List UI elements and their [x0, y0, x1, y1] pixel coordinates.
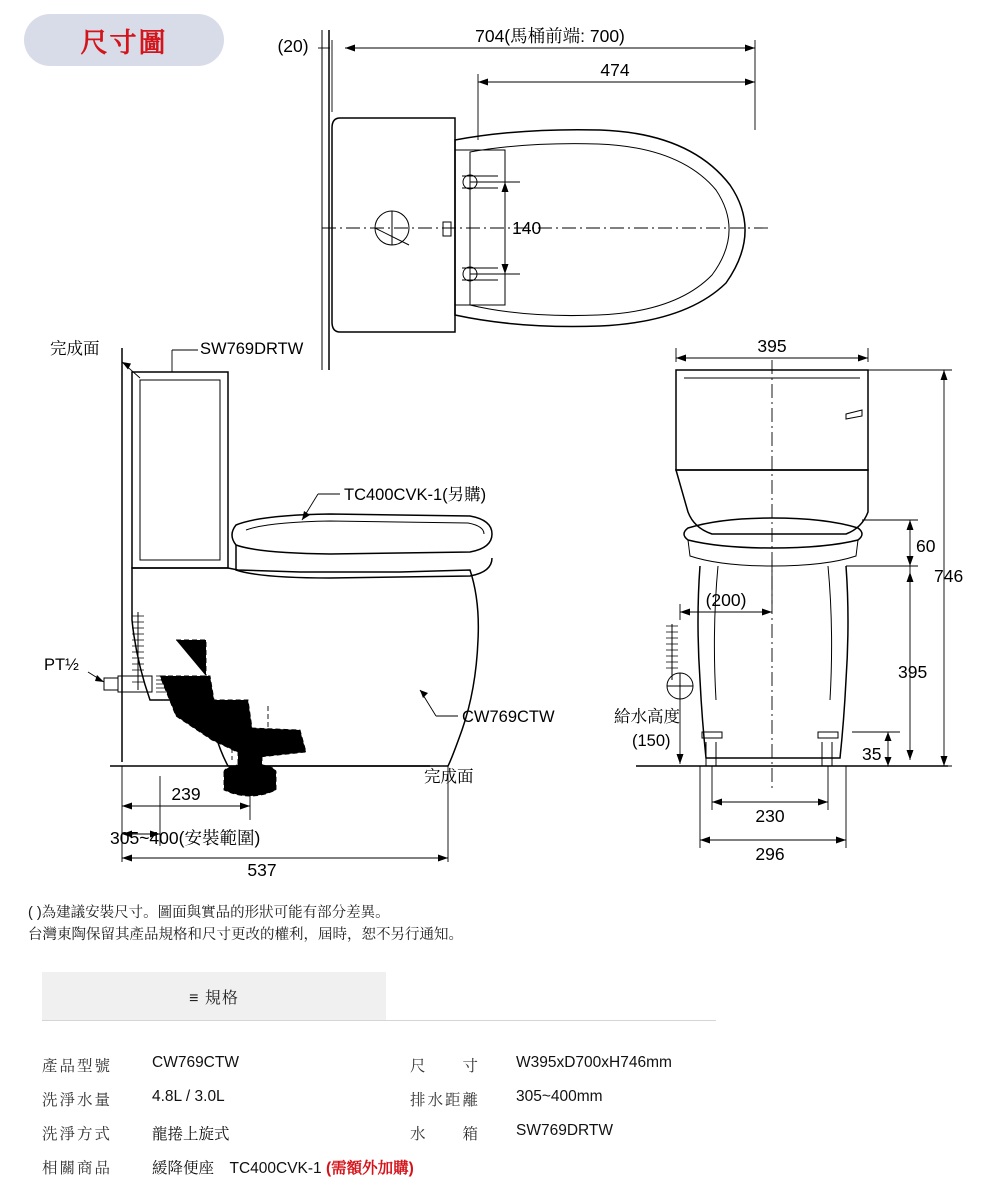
label-finish-face-left: 完成面: [50, 340, 100, 358]
spec-table: [42, 1048, 782, 1184]
dim-200: (200): [705, 590, 747, 610]
label-seat-model: TC400CVK-1(另購): [344, 486, 487, 504]
label-pt-half: PT½: [44, 656, 79, 674]
spec-label-size: 尺 寸: [410, 1058, 481, 1075]
spec-value-size: W395xD700xH746mm: [516, 1054, 672, 1071]
label-supply-height-value: (150): [632, 732, 671, 750]
label-bowl-model: CW769CTW: [462, 708, 555, 726]
spec-value-model: CW769CTW: [152, 1054, 239, 1071]
spec-label-flush-type: 洗淨方式: [42, 1126, 113, 1143]
spec-label-rough-in: 排水距離: [410, 1092, 481, 1109]
spec-value-rough-in: 305~400mm: [516, 1088, 603, 1105]
spec-label-model: 產品型號: [42, 1058, 113, 1075]
dim-395-top: 395: [757, 336, 787, 356]
dim-704: 704(馬桶前端: 700): [475, 26, 625, 46]
spec-value-related-note: (需額外加購): [326, 1160, 414, 1177]
spec-divider: [42, 1020, 716, 1021]
table-row: [42, 1082, 782, 1116]
dim-296: 296: [755, 844, 785, 864]
note-line-1: ( )為建議安裝尺寸。圖面與實品的形狀可能有部分差異。: [28, 905, 390, 921]
spec-label-related: 相關商品: [42, 1160, 113, 1177]
dim-746: 746: [934, 566, 964, 586]
table-row: [42, 1048, 782, 1082]
spec-section-tab[interactable]: [42, 972, 386, 1020]
spec-value-related-text: 緩降便座 TC400CVK-1: [152, 1160, 322, 1177]
spec-value-water-volume: 4.8L / 3.0L: [152, 1088, 225, 1105]
dim-239: 239: [171, 784, 201, 804]
table-row: [42, 1116, 782, 1150]
note-line-2: 台灣東陶保留其產品規格和尺寸更改的權利，屆時，恕不另行通知。: [28, 927, 463, 944]
label-finish-face-bottom: 完成面: [424, 768, 474, 786]
drawing-notes: [28, 902, 728, 947]
dim-140: 140: [512, 218, 542, 238]
dim-474: 474: [600, 60, 630, 80]
spec-value-related: [138, 1150, 782, 1184]
dim-305-400: 305~400(安裝範圍): [110, 828, 261, 848]
top-view-group: [277, 26, 770, 370]
label-supply-height: 給水高度: [614, 708, 680, 726]
spec-value-flush-type: 龍捲上旋式: [152, 1126, 230, 1143]
page-title: 尺寸圖: [80, 27, 168, 58]
front-view-group: [614, 336, 963, 864]
spec-value-tank: SW769DRTW: [516, 1122, 614, 1139]
table-row: [42, 1150, 782, 1184]
dim-230: 230: [755, 806, 785, 826]
spec-label-water-volume: 洗淨水量: [42, 1092, 113, 1109]
spec-label-tank: 水 箱: [410, 1126, 481, 1143]
dim-537: 537: [247, 860, 277, 880]
dim-20: (20): [277, 36, 309, 56]
dim-395-right: 395: [898, 662, 928, 682]
dim-35: 35: [862, 744, 882, 764]
spec-tab-label: ≡ 規格: [189, 989, 239, 1007]
side-view-group: [44, 339, 555, 880]
label-tank-model: SW769DRTW: [200, 340, 304, 358]
dim-60: 60: [916, 536, 936, 556]
